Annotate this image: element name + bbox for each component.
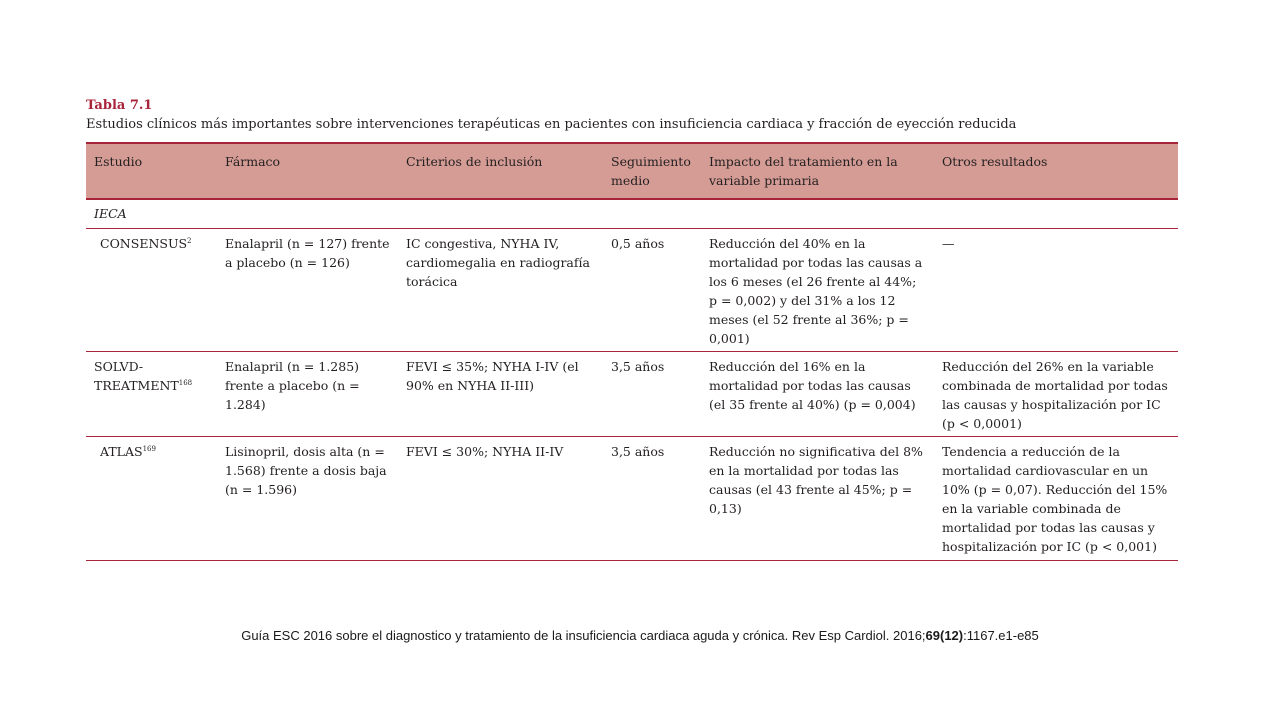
study-cell: [86, 437, 217, 561]
citation-pages: :1167.e1-e85: [963, 628, 1039, 643]
reference-number: 168: [178, 378, 193, 387]
drug-cell: Enalapril (n = 127) frente a placebo (n = 126): [217, 229, 398, 352]
other-results-cell: Reducción del 26% en la variable combinada de mortalidad por todas las causas y hospitalización por IC (p < 0,0001): [934, 352, 1178, 437]
table-header-row: [86, 143, 1178, 199]
criteria-cell: FEVI ≤ 35%; NYHA I-IV (el 90% en NYHA II-III): [398, 352, 603, 437]
table-label: Tabla 7.1: [86, 98, 153, 113]
followup-cell: 3,5 años: [603, 352, 701, 437]
study-name: SOLVD-TREATMENT: [94, 359, 179, 393]
impact-cell: Reducción no significativa del 8% en la mortalidad por todas las causas (el 43 frente al 45%; p = 0,13): [701, 437, 934, 561]
followup-cell: 3,5 años: [603, 437, 701, 561]
citation-volume-issue: 69(12): [925, 628, 964, 643]
table-row: [86, 229, 1178, 352]
header-farmaco: Fármaco: [217, 143, 398, 199]
other-results-cell: Tendencia a reducción de la mortalidad cardiovascular en un 10% (p = 0,07). Reducción del 15% en la variable combinada de mortalidad por todas las causas y hospitalización por IC (p < 0,001): [934, 437, 1178, 561]
section-row: [86, 199, 1178, 229]
drug-cell: Lisinopril, dosis alta (n = 1.568) frente a dosis baja (n = 1.596): [217, 437, 398, 561]
header-criterios: Criterios de inclusión: [398, 143, 603, 199]
header-otros: Otros resultados: [934, 143, 1178, 199]
criteria-cell: FEVI ≤ 30%; NYHA II-IV: [398, 437, 603, 561]
header-seguimiento: Seguimiento medio: [603, 143, 701, 199]
table-caption: Estudios clínicos más importantes sobre intervenciones terapéuticas en pacientes con insuficiencia cardiaca y fracción de eyección reducida: [86, 117, 1017, 132]
header-impacto: Impacto del tratamiento en la variable primaria: [701, 143, 934, 199]
criteria-cell: IC congestiva, NYHA IV, cardiomegalia en radiografía torácica: [398, 229, 603, 352]
reference-number: 169: [142, 444, 156, 453]
impact-cell: Reducción del 40% en la mortalidad por todas las causas a los 6 meses (el 26 frente al 44%; p = 0,002) y del 31% a los 12 meses (el 52 frente al 36%; p = 0,001): [701, 229, 934, 352]
table-row: [86, 352, 1178, 437]
followup-cell: 0,5 años: [603, 229, 701, 352]
other-results-cell: —: [934, 229, 1178, 352]
drug-cell: Enalapril (n = 1.285) frente a placebo (n = 1.284): [217, 352, 398, 437]
study-name: CONSENSUS: [100, 236, 188, 251]
reference-number: 2: [187, 236, 192, 245]
citation-text: Guía ESC 2016 sobre el diagnostico y tratamiento de la insuficiencia cardiaca aguda y crónica. Rev Esp Cardiol. 2016;: [241, 628, 926, 643]
table-block: [86, 98, 1178, 561]
study-cell: [86, 229, 217, 352]
study-cell: [86, 352, 217, 437]
clinical-studies-table: [86, 142, 1178, 561]
impact-cell: Reducción del 16% en la mortalidad por todas las causas (el 35 frente al 40%) (p = 0,004): [701, 352, 934, 437]
section-label: IECA: [86, 199, 1178, 229]
header-estudio: Estudio: [86, 143, 217, 199]
table-row: [86, 437, 1178, 561]
study-name: ATLAS: [100, 444, 143, 459]
citation: [0, 628, 1280, 643]
